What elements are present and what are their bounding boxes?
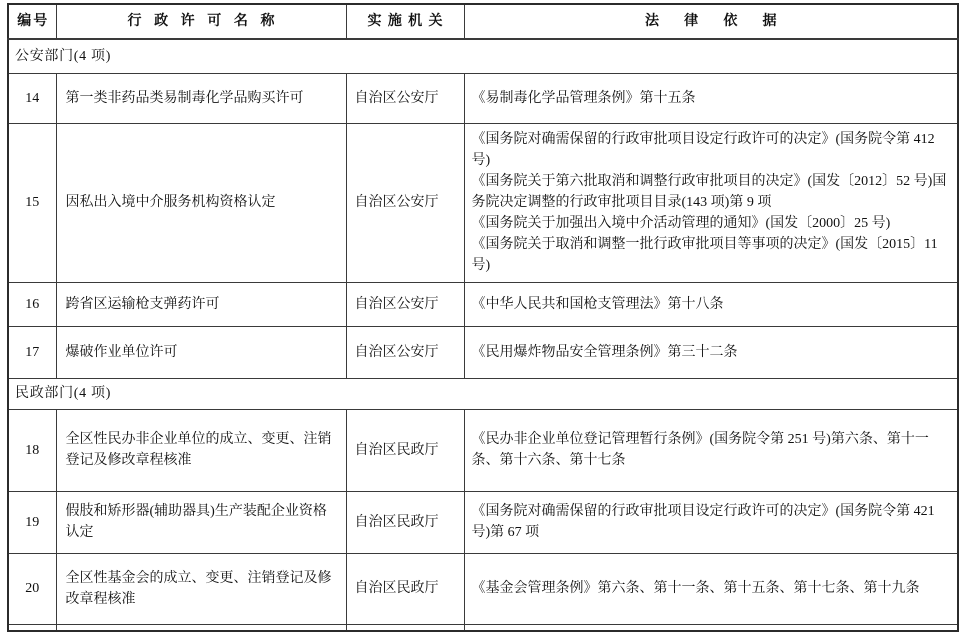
cell-id: 20 bbox=[8, 553, 56, 624]
partial-row bbox=[8, 624, 958, 631]
cell-id: 14 bbox=[8, 73, 56, 123]
cell-agency: 自治区民政厅 bbox=[346, 409, 464, 491]
cell-id: 19 bbox=[8, 491, 56, 553]
legal-line: 《国务院对确需保留的行政审批项目设定行政许可的决定》(国务院令第 421 号)第 67 项 bbox=[471, 504, 935, 540]
table-row bbox=[8, 123, 958, 282]
legal-line: 《基金会管理条例》第六条、第十一条、第十五条、第十七条、第十九条 bbox=[471, 581, 920, 596]
cell-name: 第一类非药品类易制毒化学品购买许可 bbox=[56, 73, 346, 123]
cell-name: 爆破作业单位许可 bbox=[56, 326, 346, 378]
section-row-public-security bbox=[8, 39, 958, 73]
section-title: 民政部门(4 项) bbox=[8, 378, 958, 409]
section-title: 公安部门(4 项) bbox=[8, 39, 958, 73]
cell-legal bbox=[464, 326, 958, 378]
legal-line: 《民办非企业单位登记管理暂行条例》(国务院令第 251 号)第六条、第十一条、第十六条、第十七条 bbox=[471, 432, 929, 468]
cell-name: 全区性基金会的成立、变更、注销登记及修改章程核准 bbox=[56, 553, 346, 624]
legal-line: 《国务院关于取消和调整一批行政审批项目等事项的决定》(国发〔2015〕11 号) bbox=[471, 237, 938, 273]
section-row-civil-affairs bbox=[8, 378, 958, 409]
cell-id: 15 bbox=[8, 123, 56, 282]
legal-line: 《国务院关于第六批取消和调整行政审批项目的决定》(国发〔2012〕52 号)国务院决定调整的行政审批项目目录(143 项)第 9 项 bbox=[471, 174, 947, 210]
table-row bbox=[8, 326, 958, 378]
cell-legal bbox=[464, 73, 958, 123]
col-header-name: 行政许可名称 bbox=[56, 4, 346, 39]
table-row bbox=[8, 553, 958, 624]
col-header-id: 编号 bbox=[8, 4, 56, 39]
permits-table bbox=[7, 3, 959, 632]
cell-legal bbox=[464, 409, 958, 491]
cell-name: 因私出入境中介服务机构资格认定 bbox=[56, 123, 346, 282]
cell-legal bbox=[464, 491, 958, 553]
cell-legal bbox=[464, 282, 958, 326]
cell-name bbox=[56, 624, 346, 631]
legal-line: 《民用爆炸物品安全管理条例》第三十二条 bbox=[471, 344, 738, 360]
cell-id bbox=[8, 624, 56, 631]
cell-name: 假肢和矫形器(辅助器具)生产装配企业资格认定 bbox=[56, 491, 346, 553]
table-row bbox=[8, 409, 958, 491]
table-row bbox=[8, 73, 958, 123]
legal-line: 《中华人民共和国枪支管理法》第十八条 bbox=[471, 296, 724, 312]
cell-name: 跨省区运输枪支弹药许可 bbox=[56, 282, 346, 326]
cell-agency: 自治区民政厅 bbox=[346, 553, 464, 624]
legal-line: 《易制毒化学品管理条例》第十五条 bbox=[471, 90, 696, 106]
cell-agency: 自治区公安厅 bbox=[346, 282, 464, 326]
legal-line: 《国务院对确需保留的行政审批项目设定行政许可的决定》(国务院令第 412 号) bbox=[471, 132, 935, 168]
cell-agency bbox=[346, 624, 464, 631]
header-row bbox=[8, 4, 958, 39]
cell-agency: 自治区公安厅 bbox=[346, 326, 464, 378]
cell-agency: 自治区公安厅 bbox=[346, 123, 464, 282]
cell-id: 16 bbox=[8, 282, 56, 326]
table-row bbox=[8, 282, 958, 326]
table-row bbox=[8, 491, 958, 553]
cell-legal bbox=[464, 123, 958, 282]
legal-line: 《国务院关于加强出入境中介活动管理的通知》(国发〔2000〕25 号) bbox=[471, 216, 891, 231]
cell-agency: 自治区民政厅 bbox=[346, 491, 464, 553]
cell-id: 17 bbox=[8, 326, 56, 378]
cell-agency: 自治区公安厅 bbox=[346, 73, 464, 123]
cell-legal bbox=[464, 553, 958, 624]
col-header-legal: 法律依据 bbox=[464, 4, 958, 39]
cell-id: 18 bbox=[8, 409, 56, 491]
cell-name: 全区性民办非企业单位的成立、变更、注销登记及修改章程核准 bbox=[56, 409, 346, 491]
col-header-agency: 实施机关 bbox=[346, 4, 464, 39]
cell-legal bbox=[464, 624, 958, 631]
